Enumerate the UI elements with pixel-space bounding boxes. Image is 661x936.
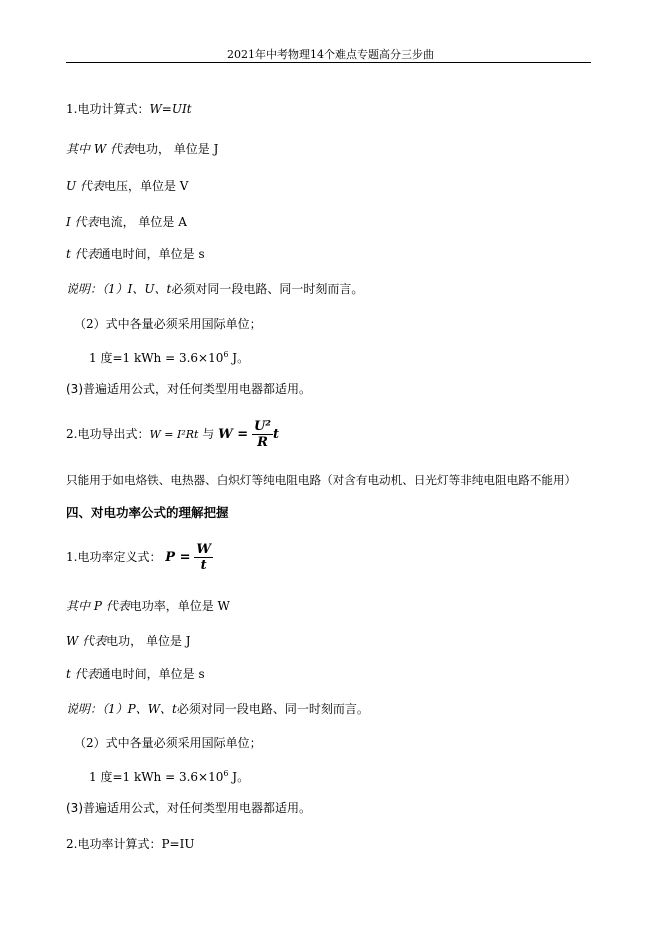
power-note-1-text: 必须对同一段电路、同一时刻而言。 (176, 702, 369, 716)
voltage-symbol-label: U 代表 (66, 179, 104, 193)
work-unit-conversion (89, 347, 249, 366)
work-note-3: (3)普遍适用公式，对任何类型用电器都适用。 (66, 382, 311, 396)
section-heading-power: 四、对电功率公式的理解把握 (66, 505, 229, 520)
header-divider (66, 62, 591, 63)
work-derived-numerator: U² (253, 419, 271, 434)
power-symbol-label: 其中 P 代表 (66, 599, 130, 613)
work-formula-prefix: 1.电功计算式： (66, 102, 150, 116)
power-unit-conversion-suffix: J。 (228, 770, 250, 784)
work-derived-prefix: 2.电功导出式： (66, 427, 150, 441)
work-unit-conversion-prefix: 1 度=1 kWh = 3.6×10 (89, 351, 224, 365)
power-work-symbol-unit: 电功， 单位是 J (106, 634, 191, 648)
power-note-2: （2）式中各量必须采用国际单位； (74, 736, 262, 750)
work-derived-formula-2-lhs: W = (218, 427, 249, 442)
power-work-symbol-label: W 代表 (66, 634, 107, 648)
power-work-symbol-line (66, 633, 191, 649)
power-note-1-label: 说明：（1）P、W、t (66, 702, 177, 716)
power-definition-numerator: W (196, 542, 211, 557)
current-symbol-unit: 电流， 单位是 A (98, 215, 187, 229)
page-header: 2021年中考物理14个难点专题高分三步曲 (227, 48, 434, 61)
power-unit-conversion-prefix: 1 度=1 kWh = 3.6×10 (89, 770, 224, 784)
power-definition-line (66, 541, 213, 574)
power-definition-lhs: P = (165, 550, 191, 565)
power-time-symbol-label: t 代表 (66, 667, 99, 681)
work-symbol-line (66, 141, 218, 157)
power-definition-prefix: 1.电功率定义式： (66, 550, 162, 564)
power-symbol-unit: 电功率，单位是 W (129, 599, 230, 613)
work-symbol-unit: 电功， 单位是 J (133, 142, 219, 156)
power-unit-conversion (89, 766, 249, 785)
power-definition-denominator: t (200, 558, 207, 573)
time-symbol-line (66, 246, 205, 262)
work-note-1-text: 必须对同一段电路、同一时刻而言。 (171, 282, 364, 296)
work-symbol-label: 其中 W 代表 (66, 142, 134, 156)
work-note-1 (66, 281, 363, 297)
work-formula: W=UIt (149, 102, 192, 116)
power-time-symbol-unit: 通电时间，单位是 s (98, 667, 205, 681)
power-time-symbol-line (66, 666, 205, 682)
work-derived-time: t (273, 427, 280, 442)
power-symbol-line (66, 598, 230, 614)
power-unit-conversion-exponent: 6 (223, 769, 229, 778)
work-derived-fraction (252, 419, 273, 450)
current-symbol-line (66, 214, 187, 230)
power-definition-fraction (194, 542, 213, 573)
power-calculation-formula: 2.电功率计算式：P=IU (66, 837, 195, 851)
work-formula-line (66, 101, 192, 117)
work-derived-note: 只能用于如电烙铁、电热器、白炽灯等纯电阻电路（对含有电动机、日光灯等非纯电阻电路不能用） (66, 473, 577, 487)
work-derived-formula-line (66, 418, 279, 451)
power-note-1 (66, 701, 369, 717)
voltage-symbol-unit: 电压，单位是 V (103, 179, 189, 193)
work-unit-conversion-suffix: J。 (228, 351, 250, 365)
voltage-symbol-line (66, 178, 188, 194)
work-unit-conversion-exponent: 6 (223, 350, 229, 359)
work-note-2: （2）式中各量必须采用国际单位； (74, 317, 262, 331)
work-derived-conjunction: 与 (202, 427, 215, 441)
work-derived-denominator: R (257, 435, 268, 450)
power-note-3: (3)普遍适用公式，对任何类型用电器都适用。 (66, 801, 311, 815)
current-symbol-label: I 代表 (66, 215, 99, 229)
work-derived-formula-1: W = I²Rt (149, 428, 199, 441)
work-note-1-label: 说明：（1）I、U、t (66, 282, 172, 296)
time-symbol-label: t 代表 (66, 247, 99, 261)
time-symbol-unit: 通电时间，单位是 s (98, 247, 205, 261)
